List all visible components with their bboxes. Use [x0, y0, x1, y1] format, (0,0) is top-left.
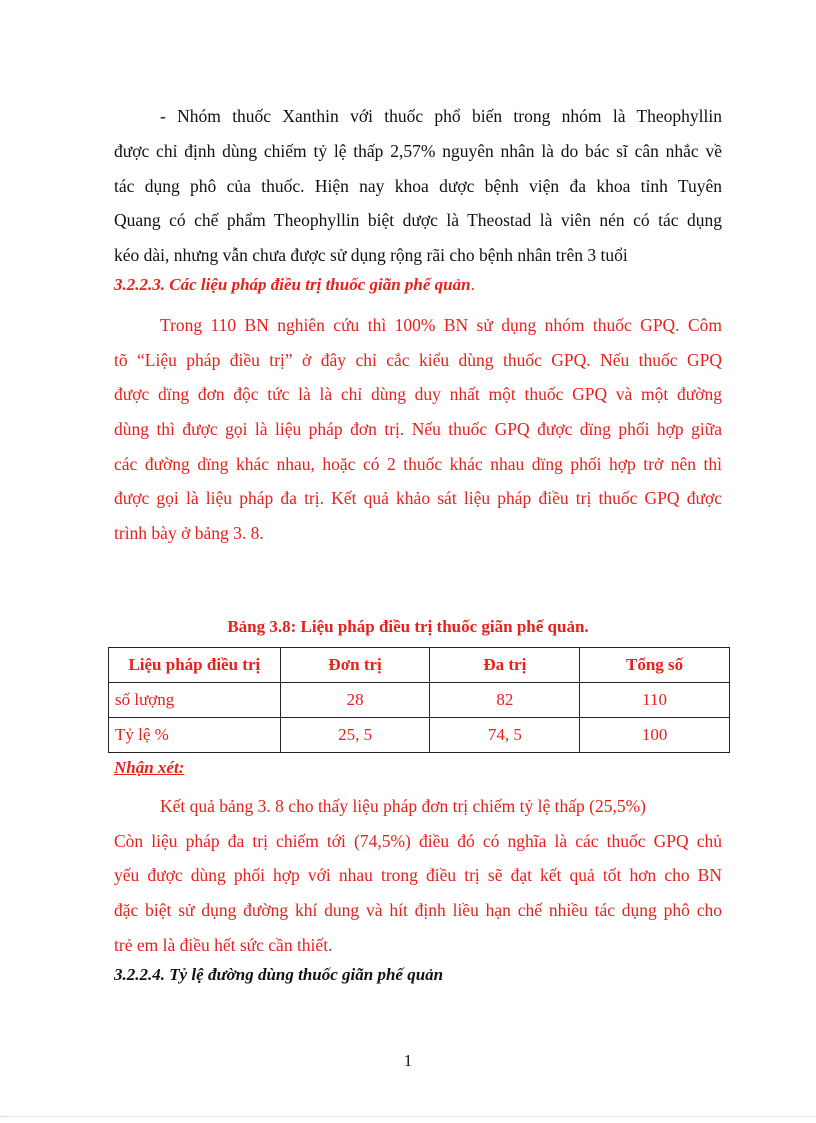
table-cell: 110 [580, 683, 730, 718]
heading-suffix: . [470, 275, 475, 294]
text-line: các đường dïng khác nhau, hoặc có 2 thuốc khác nhau dïng phối hợp trở nên thì [114, 454, 722, 474]
text-line: - Nhóm thuốc Xanthin với thuốc phổ biến trong nhóm là Theophyllin [160, 106, 722, 126]
table-caption: Bảng 3.8: Liệu pháp điều trị thuốc giãn phế quản. [227, 617, 589, 636]
text-line: dùng thì được gọi là liệu pháp đơn trị. Nếu thuốc GPQ được dïng phối hợp giữa [114, 419, 722, 439]
text-line: Kết quả bảng 3. 8 cho thấy liệu pháp đơn trị chiếm tỷ lệ thấp (25,5%) [160, 796, 647, 816]
text-line: Còn liệu pháp đa trị chiếm tới (74,5%) điều đó có nghĩa là các thuốc GPQ chủ [114, 831, 722, 851]
table-row [109, 683, 730, 718]
text-line: được dïng đơn độc tức là là chỉ dùng duy nhất một thuốc GPQ và một đường [114, 384, 722, 404]
header-cell: Tổng số [580, 648, 730, 683]
section-heading-3-2-2-3 [114, 275, 475, 295]
header-cell: Đa trị [430, 648, 580, 683]
remark-label: Nhận xét: [114, 758, 185, 777]
table-cell: 100 [580, 718, 730, 753]
table-cell: 82 [430, 683, 580, 718]
table-cell: 28 [280, 683, 430, 718]
table-cell: 25, 5 [280, 718, 430, 753]
text-line: đặc biệt sử dụng đường khí dung và hít định liều hạn chế nhiều tác dụng phô cho [114, 900, 722, 920]
table-row [109, 718, 730, 753]
header-cell: Đơn trị [280, 648, 430, 683]
table-cell: 74, 5 [430, 718, 580, 753]
text-line: yếu được dùng phối hợp với nhau trong điều trị sẽ đạt kết quả tốt hơn cho BN [114, 865, 722, 885]
text-line: được gọi là liệu pháp đa trị. Kết quả khảo sát liệu pháp điều trị thuốc GPQ được [114, 488, 722, 508]
text-line: Quang có chế phẩm Theophyllin biệt dược là Theostad là viên nén có tác dụng [114, 210, 722, 230]
text-line: kéo dài, nhưng vẫn chưa được sử dụng rộng rãi cho bệnh nhân trên 3 tuổi [114, 245, 628, 265]
page-number: 1 [403, 1051, 413, 1070]
text-line: tõ “Liệu pháp điều trị” ở đây chỉ cắc kiểu dùng thuốc GPQ. Nếu thuốc GPQ [114, 350, 722, 370]
section-heading-3-2-2-4: 3.2.2.4. Tỷ lệ đường dùng thuốc giãn phế quản [114, 965, 444, 984]
header-cell: Liệu pháp điều trị [109, 648, 281, 683]
table-cell: Tỷ lệ % [109, 718, 281, 753]
heading-text: 3.2.2.3. Các liệu pháp điều trị thuốc giãn phế quản [114, 275, 471, 294]
table-header-row [109, 648, 730, 683]
page-bottom-divider [0, 1116, 816, 1117]
text-line: trẻ em là điều hết sức cần thiết. [114, 935, 333, 955]
table-cell: số lượng [109, 683, 281, 718]
therapy-table [108, 647, 730, 753]
text-line: trình bày ở bảng 3. 8. [114, 523, 264, 543]
text-line: Trong 110 BN nghiên cứu thì 100% BN sử dụng nhóm thuốc GPQ. Côm [160, 315, 722, 335]
text-line: tác dụng phô của thuốc. Hiện nay khoa dược bệnh viện đa khoa tỉnh Tuyên [114, 176, 722, 196]
text-line: được chỉ định dùng chiếm tỷ lệ thấp 2,57% nguyên nhân là do bác sĩ cân nhắc về [114, 141, 722, 161]
